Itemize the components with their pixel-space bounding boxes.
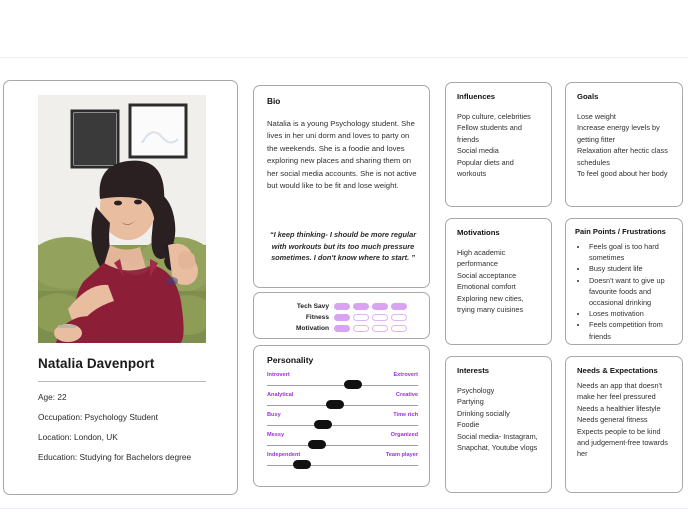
list-item: • Feels goal is too hard sometimes	[588, 241, 675, 263]
list-item: Popular diets and workouts	[457, 157, 514, 179]
skill-row	[254, 313, 431, 322]
slider-right-label: Team player	[385, 452, 418, 458]
list-item: Emotional comfort	[457, 282, 516, 292]
personality-slider-row[interactable]	[267, 392, 418, 414]
motivations-title: Motivations	[457, 228, 500, 237]
slider-thumb[interactable]	[308, 440, 326, 449]
page-title: Natalia Davenport	[38, 356, 155, 371]
goals-list	[577, 111, 673, 179]
skill-row	[254, 302, 431, 311]
pain-points-card	[565, 218, 683, 345]
profile-photo	[38, 95, 206, 343]
goals-title: Goals	[577, 92, 599, 101]
slider-track	[267, 445, 418, 446]
motivations-list	[457, 247, 542, 315]
skills-card	[253, 292, 430, 339]
slider-left-label: Independent	[267, 452, 301, 458]
pain-points-title: Pain Points / Frustrations	[575, 227, 666, 236]
skill-label: Tech Savy	[296, 303, 329, 310]
skill-label: Motivation	[296, 325, 329, 332]
personality-slider-row[interactable]	[267, 452, 418, 474]
list-item: Pop culture, celebrities	[457, 112, 531, 121]
slider-thumb[interactable]	[344, 380, 362, 389]
bio-card	[253, 85, 430, 288]
list-item: Psychology	[457, 386, 495, 395]
influences-card	[445, 82, 552, 207]
list-item: Expects people to be kind and judgement-free towards her	[577, 426, 668, 459]
list-item: Needs a healthier lifestyle	[577, 403, 661, 413]
motivations-card	[445, 218, 552, 345]
profile-meta-education: Education: Studying for Bachelors degree	[38, 452, 192, 462]
personality-slider-row[interactable]	[267, 432, 418, 454]
list-item: • Doesn't want to give up favourite foods and occasional drinking	[588, 275, 675, 309]
personality-title: Personality	[267, 355, 314, 365]
needs-list	[577, 380, 673, 460]
interests-card	[445, 356, 552, 493]
needs-title: Needs & Expectations	[577, 366, 658, 375]
list-item: Needs an app that doesn't make her feel pressured	[577, 381, 662, 402]
list-item: High academic performance	[457, 248, 506, 269]
list-item: Foodie	[457, 420, 480, 430]
skill-segments	[334, 303, 407, 310]
top-divider	[0, 57, 688, 58]
interests-list	[457, 385, 542, 453]
influences-list	[457, 111, 542, 179]
slider-track	[267, 425, 418, 426]
list-item: Social media- Instagram, Snapchat, Youtube vlogs	[457, 431, 538, 453]
slider-thumb[interactable]	[293, 460, 311, 469]
slider-track	[267, 465, 418, 466]
list-item: To feel good about her body	[577, 169, 668, 179]
list-item: Lose weight	[577, 112, 616, 121]
profile-meta-location: Location: London, UK	[38, 432, 118, 442]
bio-title: Bio	[267, 96, 281, 106]
list-item: Exploring new cities, trying many cuisines	[457, 293, 524, 315]
profile-meta-occupation: Occupation: Psychology Student	[38, 412, 158, 422]
bio-text: Natalia is a young Psychology student. She lives in her uni dorm and loves to party on the weekends. She is a foodie and loves exploring new places and sharing them on her social media accounts. She is not active but would like to be fit and lose weight.	[267, 119, 417, 191]
personality-slider-row[interactable]	[267, 412, 418, 434]
influences-title: Influences	[457, 92, 496, 101]
slider-left-label: Messy	[267, 432, 285, 438]
slider-right-label: Creative	[395, 392, 418, 398]
list-item: Social media	[457, 146, 499, 156]
skill-label: Fitness	[305, 314, 329, 321]
interests-title: Interests	[457, 366, 490, 375]
bio-quote: “I keep thinking- I should be more regular with workouts but its too much pressure sometimes. I don't know where to start. ”	[269, 230, 417, 263]
list-item: Fellow students and friends	[457, 123, 522, 144]
slider-track	[267, 385, 418, 386]
list-item: • Feels competition from friends	[588, 319, 675, 341]
skill-segments	[334, 325, 407, 332]
skill-row	[254, 324, 431, 333]
bottom-divider	[0, 508, 688, 509]
skill-segments	[334, 314, 407, 321]
list-item: • Busy student life	[588, 263, 675, 274]
profile-card	[3, 80, 238, 495]
slider-right-label: Organized	[390, 432, 418, 438]
slider-left-label: Introvert	[267, 372, 290, 378]
name-divider	[38, 381, 206, 382]
pain-points-list	[588, 241, 675, 342]
list-item: Increase energy levels by getting fitter	[577, 123, 660, 144]
needs-card	[565, 356, 683, 493]
profile-meta-age: Age: 22	[38, 392, 67, 402]
slider-left-label: Busy	[267, 412, 281, 418]
list-item: Relaxation after hectic class schedules	[577, 146, 668, 167]
personality-slider-row[interactable]	[267, 372, 418, 394]
slider-right-label: Time rich	[393, 412, 418, 418]
slider-left-label: Analytical	[267, 392, 294, 398]
slider-right-label: Extrovert	[393, 372, 418, 378]
list-item: Partying	[457, 397, 484, 407]
list-item: Drinking socially	[457, 408, 510, 418]
list-item: Needs general fitness	[577, 415, 648, 425]
slider-thumb[interactable]	[314, 420, 332, 429]
personality-card	[253, 345, 430, 487]
list-item: • Loses motivation	[588, 308, 675, 319]
goals-card	[565, 82, 683, 207]
slider-thumb[interactable]	[326, 400, 344, 409]
list-item: Social acceptance	[457, 270, 517, 280]
